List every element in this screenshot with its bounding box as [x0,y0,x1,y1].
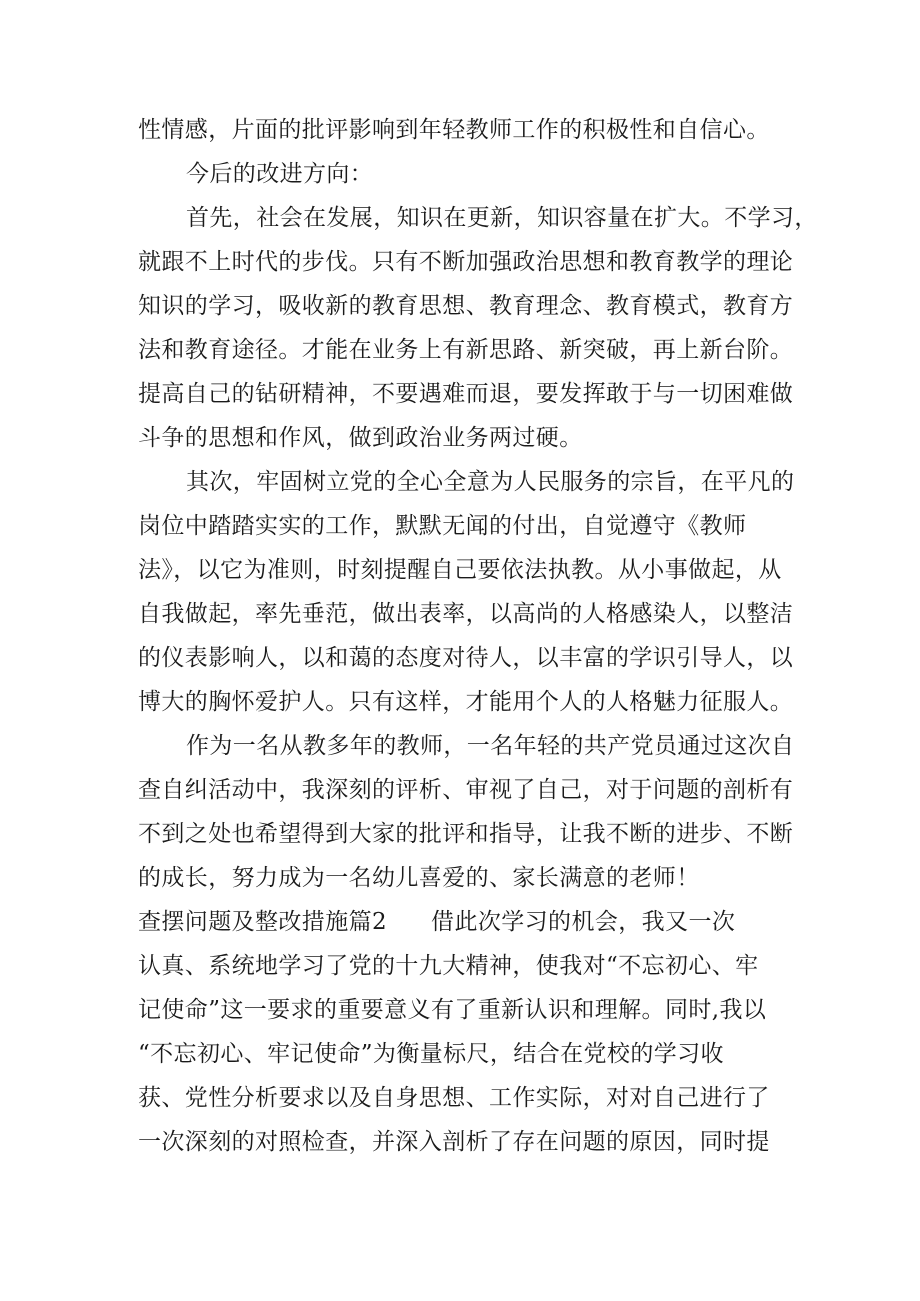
text-line: 的仪表影响人，以和蔼的态度对待人，以丰富的学识引导人，以 [138,645,794,671]
text-line: 今后的改进方向： [186,161,374,187]
text-line: 查自纠活动中，我深刻的评析、审视了自己，对于问题的剖析有 [138,777,794,803]
text-line: 作为一名从教多年的教师，一名年轻的共产党员通过这次自 [186,733,795,759]
text-line: 博大的胸怀爱护人。只有这样，才能用个人的人格魅力征服人。 [138,689,794,715]
text-line: 认真、系统地学习了党的十九大精神，使我对“不忘初心、牢 [138,953,759,979]
text-line: 知识的学习，吸收新的教育思想、教育理念、教育模式，教育方 [138,293,794,319]
text-line: 其次，牢固树立党的全心全意为人民服务的宗旨，在平凡的 [186,469,795,495]
text-line: 岗位中踏踏实实的工作，默默无闻的付出，自觉遵守《教师 [138,513,747,539]
text-line: 法和教育途径。才能在业务上有新思路、新突破，再上新台阶。 [138,337,794,363]
section-heading: 查摆问题及整改措施篇2 [138,909,388,935]
text-line: 法》，以它为准则，时刻提醒自己要依法执教。从小事做起，从 [138,557,782,583]
section-heading-line [138,907,735,937]
text-line: 就跟不上时代的步伐。只有不断加强政治思想和教育教学的理论 [138,249,794,275]
text-line: 自我做起，率先垂范，做出表率，以高尚的人格感染人，以整洁 [138,601,794,627]
text-line: 首先，社会在发展，知识在更新，知识容量在扩大。不学习， [186,205,818,231]
text-line: 的成长，努力成为一名幼儿喜爱的、家长满意的老师！ [138,865,700,891]
text-line: 一次深刻的对照检查，并深入剖析了存在问题的原因，同时提 [138,1129,770,1155]
text-line: 斗争的思想和作风，做到政治业务两过硬。 [138,425,583,451]
text-line: 记使命”这一要求的重要意义有了重新认识和理解。同时,我以 [138,997,767,1023]
text-line: 提高自己的钻研精神，不要遇难而退，要发挥敢于与一切困难做 [138,381,794,407]
text-line: “不忘初心、牢记使命”为衡量标尺，结合在党校的学习收 [138,1041,724,1067]
text-line: 不到之处也希望得到大家的批评和指导，让我不断的进步、不断 [138,821,794,847]
text-line: 借此次学习的机会，我又一次 [431,909,736,935]
text-line: 获、党性分析要求以及自身思想、工作实际，对对自己进行了 [138,1085,770,1111]
text-line: 性情感，片面的批评影响到年轻教师工作的积极性和自信心。 [138,117,770,143]
